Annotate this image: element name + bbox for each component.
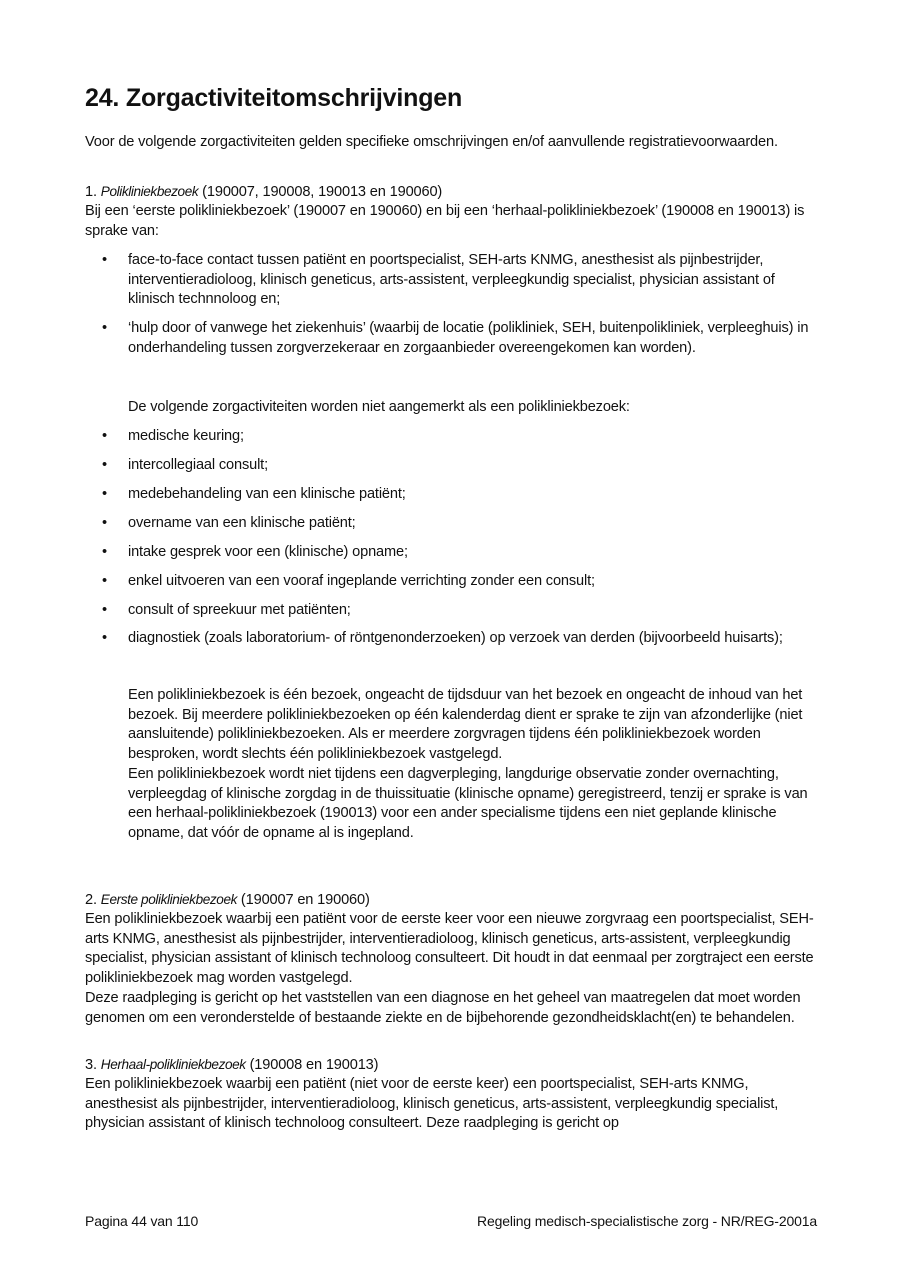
section-3-heading	[85, 1055, 820, 1076]
section-2-heading	[85, 890, 820, 911]
section-1-codes: (190007, 190008, 190013 en 190060)	[198, 184, 443, 200]
bullet-icon: •	[102, 630, 107, 646]
section-1-closing-2: Een polikliniekbezoek wordt niet tijdens een dagverpleging, langdurige observatie zonder overnachting, verpleegdag of klinische zorgdag in de thuissituatie (klinische opname) geregistreerd, tenzij er sprake is van een herhaal-polikliniekbezoek (190013) voor een ander specialisme tijdens een niet geplande klinische opname, dat vóór de opname al is ingepland.	[128, 766, 808, 841]
exclusion-text: intercollegiaal consult;	[128, 457, 268, 473]
bullet-icon: •	[102, 252, 107, 268]
exclusion-text: enkel uitvoeren van een vooraf ingeplande verrichting zonder een consult;	[128, 573, 595, 589]
intro-paragraph: Voor de volgende zorgactiviteiten gelden specifieke omschrijvingen en/of aanvullende registratievoorwaarden.	[85, 134, 778, 150]
page-title: 24. Zorgactiviteitomschrijvingen	[85, 84, 463, 112]
section-2-body-1: Een polikliniekbezoek waarbij een patiënt voor de eerste keer voor een nieuwe zorgvraag een poortspecialist, SEH-arts KNMG, anesthesist als pijnbestrijder, interventieradioloog, klinisch geneticus, arts-assistent, verpleegkundig specialist, physician assistant of klinisch technoloog consulteert. Dit houdt in dat eenmaal per zorgtraject een eerste polikliniekbezoek mag worden vastgelegd.	[85, 911, 814, 986]
section-1-heading	[85, 182, 820, 203]
exclusions-intro: De volgende zorgactiviteiten worden niet aangemerkt als een polikliniekbezoek:	[128, 399, 630, 415]
condition-text: face-to-face contact tussen patiënt en poortspecialist, SEH-arts KNMG, anesthesist als pijnbestrijder, interventieradioloog, klinisch geneticus, arts-assistent, verpleegkundig specialist, physician assistant of klinisch technnoloog en;	[128, 252, 775, 308]
condition-text: ‘hulp door of vanwege het ziekenhuis’ (waarbij de locatie (polikliniek, SEH, buitenpolikliniek, verpleeghuis) in onderhandeling tussen zorgverzekeraar en zorgaanbieder overeengekomen kan worden).	[128, 320, 809, 356]
bullet-icon: •	[102, 486, 107, 502]
section-2-title: Eerste polikliniekbezoek	[100, 892, 238, 907]
bullet-icon: •	[102, 428, 107, 444]
section-2-number: 2.	[85, 892, 101, 908]
section-3-codes: (190008 en 190013)	[245, 1057, 379, 1073]
bullet-icon: •	[102, 602, 107, 618]
bullet-icon: •	[102, 320, 107, 336]
bullet-icon: •	[102, 457, 107, 473]
exclusion-text: medebehandeling van een klinische patiënt;	[128, 486, 406, 502]
exclusion-text: overname van een klinische patiënt;	[128, 515, 356, 531]
section-1-number: 1.	[85, 184, 101, 200]
section-1-title: Polikliniekbezoek	[100, 184, 199, 199]
section-1-closing-1: Een polikliniekbezoek is één bezoek, ongeacht de tijdsduur van het bezoek en ongeacht de inhoud van het bezoek. Bij meerdere polikliniekbezoeken op één kalenderdag dient er sprake te zijn van afzonderlijke (niet aansluitende) polikliniekbezoeken. Als er meerdere zorgvragen tijdens één polikliniekbezoek worden besproken, wordt slechts één polikliniekbezoek vastgelegd.	[128, 687, 803, 762]
bullet-icon: •	[102, 544, 107, 560]
bullet-icon: •	[102, 573, 107, 589]
bullet-icon: •	[102, 515, 107, 531]
section-1-lead: Bij een ‘eerste polikliniekbezoek’ (190007 en 190060) en bij een ‘herhaal-polikliniekbezoek’ (190008 en 190013) is sprake van:	[85, 203, 805, 239]
section-2-body-2: Deze raadpleging is gericht op het vaststellen van een diagnose en het geheel van maatregelen dat moet worden genomen om een veronderstelde of bestaande ziekte en de bijbehorende gezondheidsklacht(en) te behandelen.	[85, 990, 801, 1026]
exclusion-text: consult of spreekuur met patiënten;	[128, 602, 351, 618]
exclusion-text: diagnostiek (zoals laboratorium- of röntgenonderzoeken) op verzoek van derden (bijvoorbeeld huisarts);	[128, 630, 783, 646]
page-number: Pagina 44 van 110	[85, 1213, 199, 1229]
exclusion-text: medische keuring;	[128, 428, 244, 444]
section-3-title: Herhaal-polikliniekbezoek	[100, 1057, 246, 1072]
section-3-number: 3.	[85, 1057, 101, 1073]
section-2-codes: (190007 en 190060)	[237, 892, 370, 908]
section-3-body-1: Een polikliniekbezoek waarbij een patiënt (niet voor de eerste keer) een poortspecialist, SEH-arts KNMG, anesthesist als pijnbestrijder, interventieradioloog, klinisch geneticus, arts-assistent, verpleegkundig specialist, physician assistant of klinisch technoloog consulteert. Deze raadpleging is gericht op	[85, 1076, 779, 1132]
document-reference: Regeling medisch-specialistische zorg - NR/REG-2001a	[476, 1213, 817, 1229]
exclusion-text: intake gesprek voor een (klinische) opname;	[128, 544, 408, 560]
